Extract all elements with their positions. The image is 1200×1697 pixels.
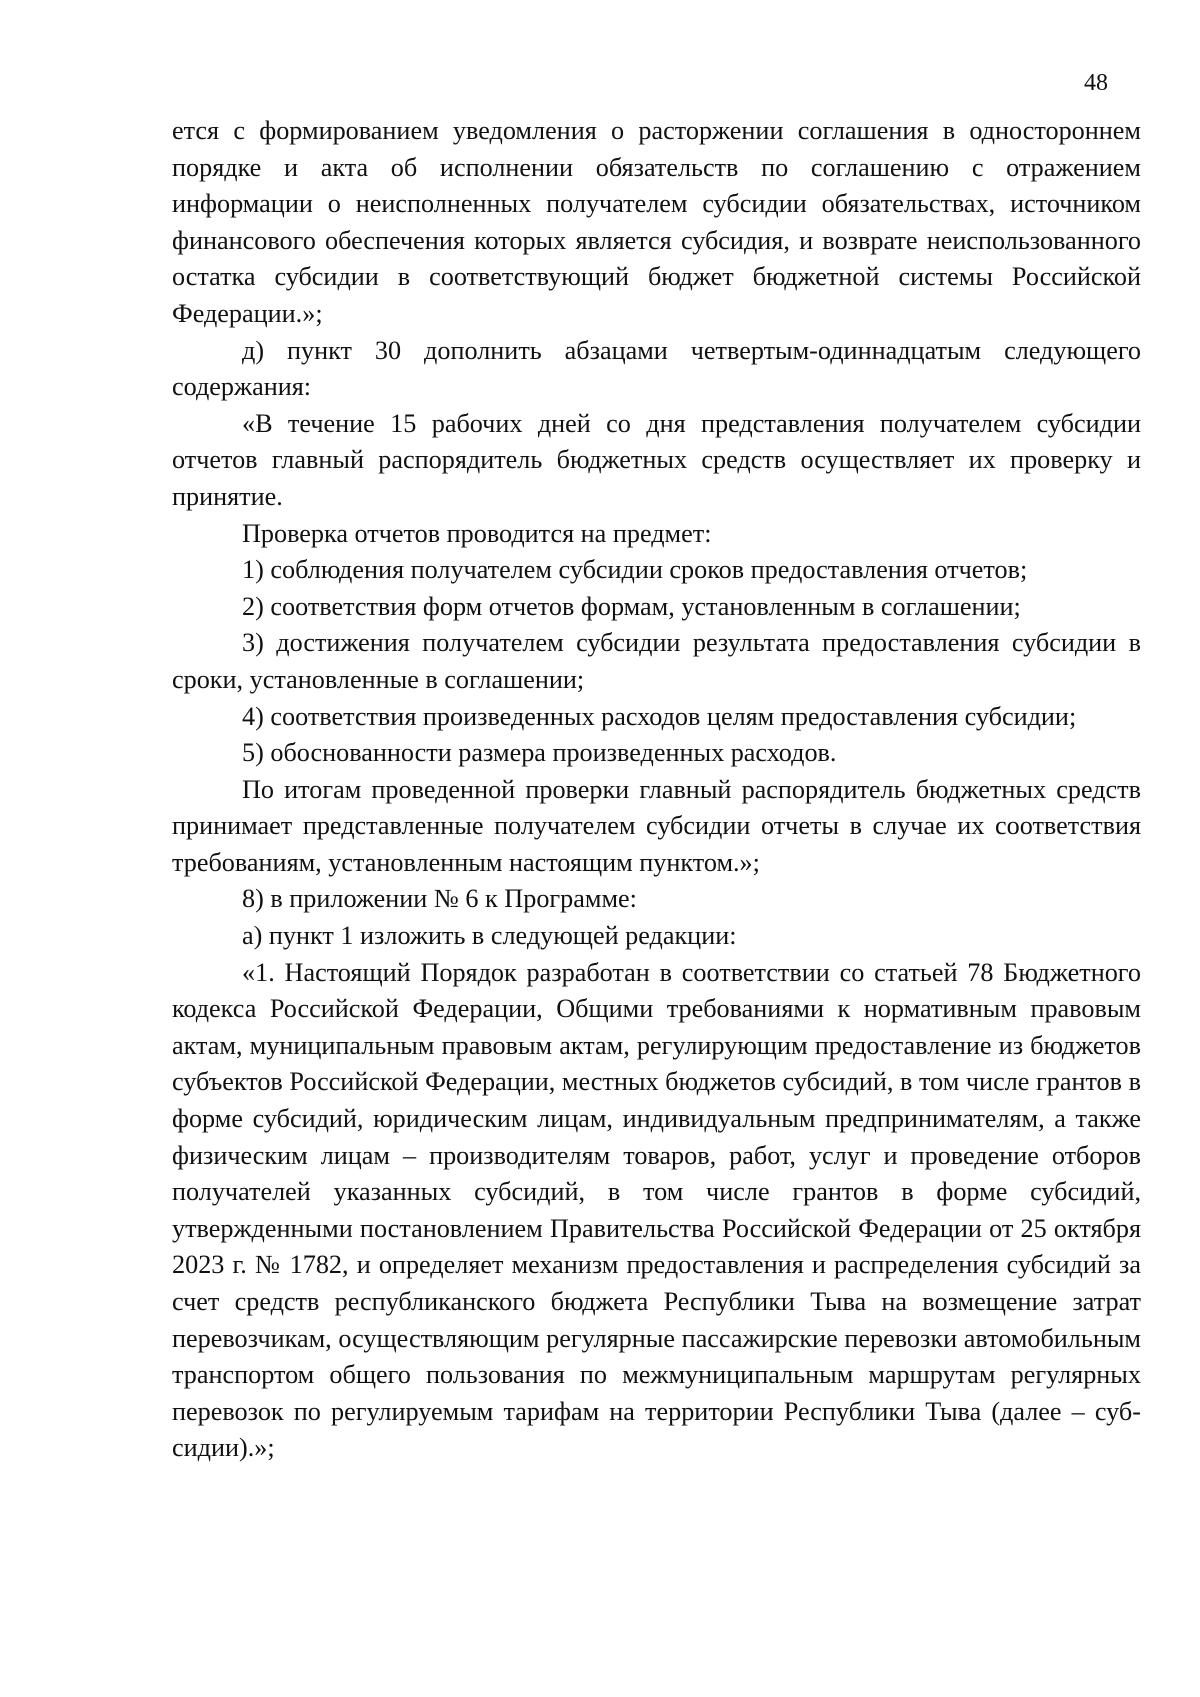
paragraph-item-d: д) пункт 30 дополнить абзацами четвертым-одиннадцатым следующего содержания: <box>172 335 1141 402</box>
paragraph-appendix-6: 8) в приложении № 6 к Программе: <box>242 884 637 914</box>
paragraph-continuation: ется с формированием уведомления о расторжении соглашения в одностороннем порядке и акта об исполнении обязательств по соглашению с отражением информации о неисполненных получателем субсидии обязательствах, источником финансового обеспечения которых является субсидия, и возврате неиспользованного остатка субсидии в соответствующий бюджет бюджетной системы Российской Федерации.»; <box>172 116 1141 328</box>
paragraph-procedure-point-1: «1. Настоящий Порядок разработан в соответствии со статьей 78 Бюджетного кодекса Российской Федерации, Общими требованиями к нормативным правовым актам, муниципальным правовым актам, регулирующим предоставление из бюджетов субъектов Российской Федерации, местных бюджетов субсидий, в том числе грантов в форме субсидий, юридическим лицам, индивидуальным предпринимателям, а также физическим лицам – производителям товаров, работ, услуг и проведение отборов получателей указанных субсидий, в том числе грантов в форме субсидий, утвержденными постановлением Правительства Российской Федерации от 25 октября 2023 г. № 1782, и определяет механизм предоставления и распределения субсидий за счет средств республиканского бюджета Республики Тыва на возмещение затрат перевозчикам, осуществляющим регулярные пассажирские перевозки автомобильным транспортом общего пользования по межмуниципальным маршрутам регулярных перевозок по регулируемым тарифам на территории Республики Тыва (далее – субсидии).»; <box>172 957 1141 1463</box>
list-item-2: 2) соответствия форм отчетов формам, установленным в соглашении; <box>242 591 1021 621</box>
list-item-5: 5) обоснованности размера произведенных расходов. <box>242 738 837 768</box>
paragraph-item-a: а) пункт 1 изложить в следующей редакции: <box>242 921 737 951</box>
page-number: 48 <box>1084 70 1108 96</box>
list-item-3: 3) достижения получателем субсидии результата предоставления субсидии в сроки, установленные в соглашении; <box>172 628 1141 694</box>
paragraph-review-period: «В течение 15 рабочих дней со дня представления получателем субсидии отчетов главный распорядитель бюджетных средств осуществляет их проверку и принятие. <box>172 408 1141 511</box>
list-item-4: 4) соответствия произведенных расходов целям предоставления субсидии; <box>242 701 1077 731</box>
document-body <box>172 113 1141 1467</box>
list-item-1: 1) соблюдения получателем субсидии сроков предоставления отчетов; <box>242 555 1028 585</box>
paragraph-review-subject: Проверка отчетов проводится на предмет: <box>242 518 712 548</box>
paragraph-review-results: По итогам проведенной проверки главный распорядитель бюджетных средств принимает представленные получателем субсидии отчеты в случае их соответствия требованиям, установленным настоящим пунктом.»; <box>172 774 1141 877</box>
